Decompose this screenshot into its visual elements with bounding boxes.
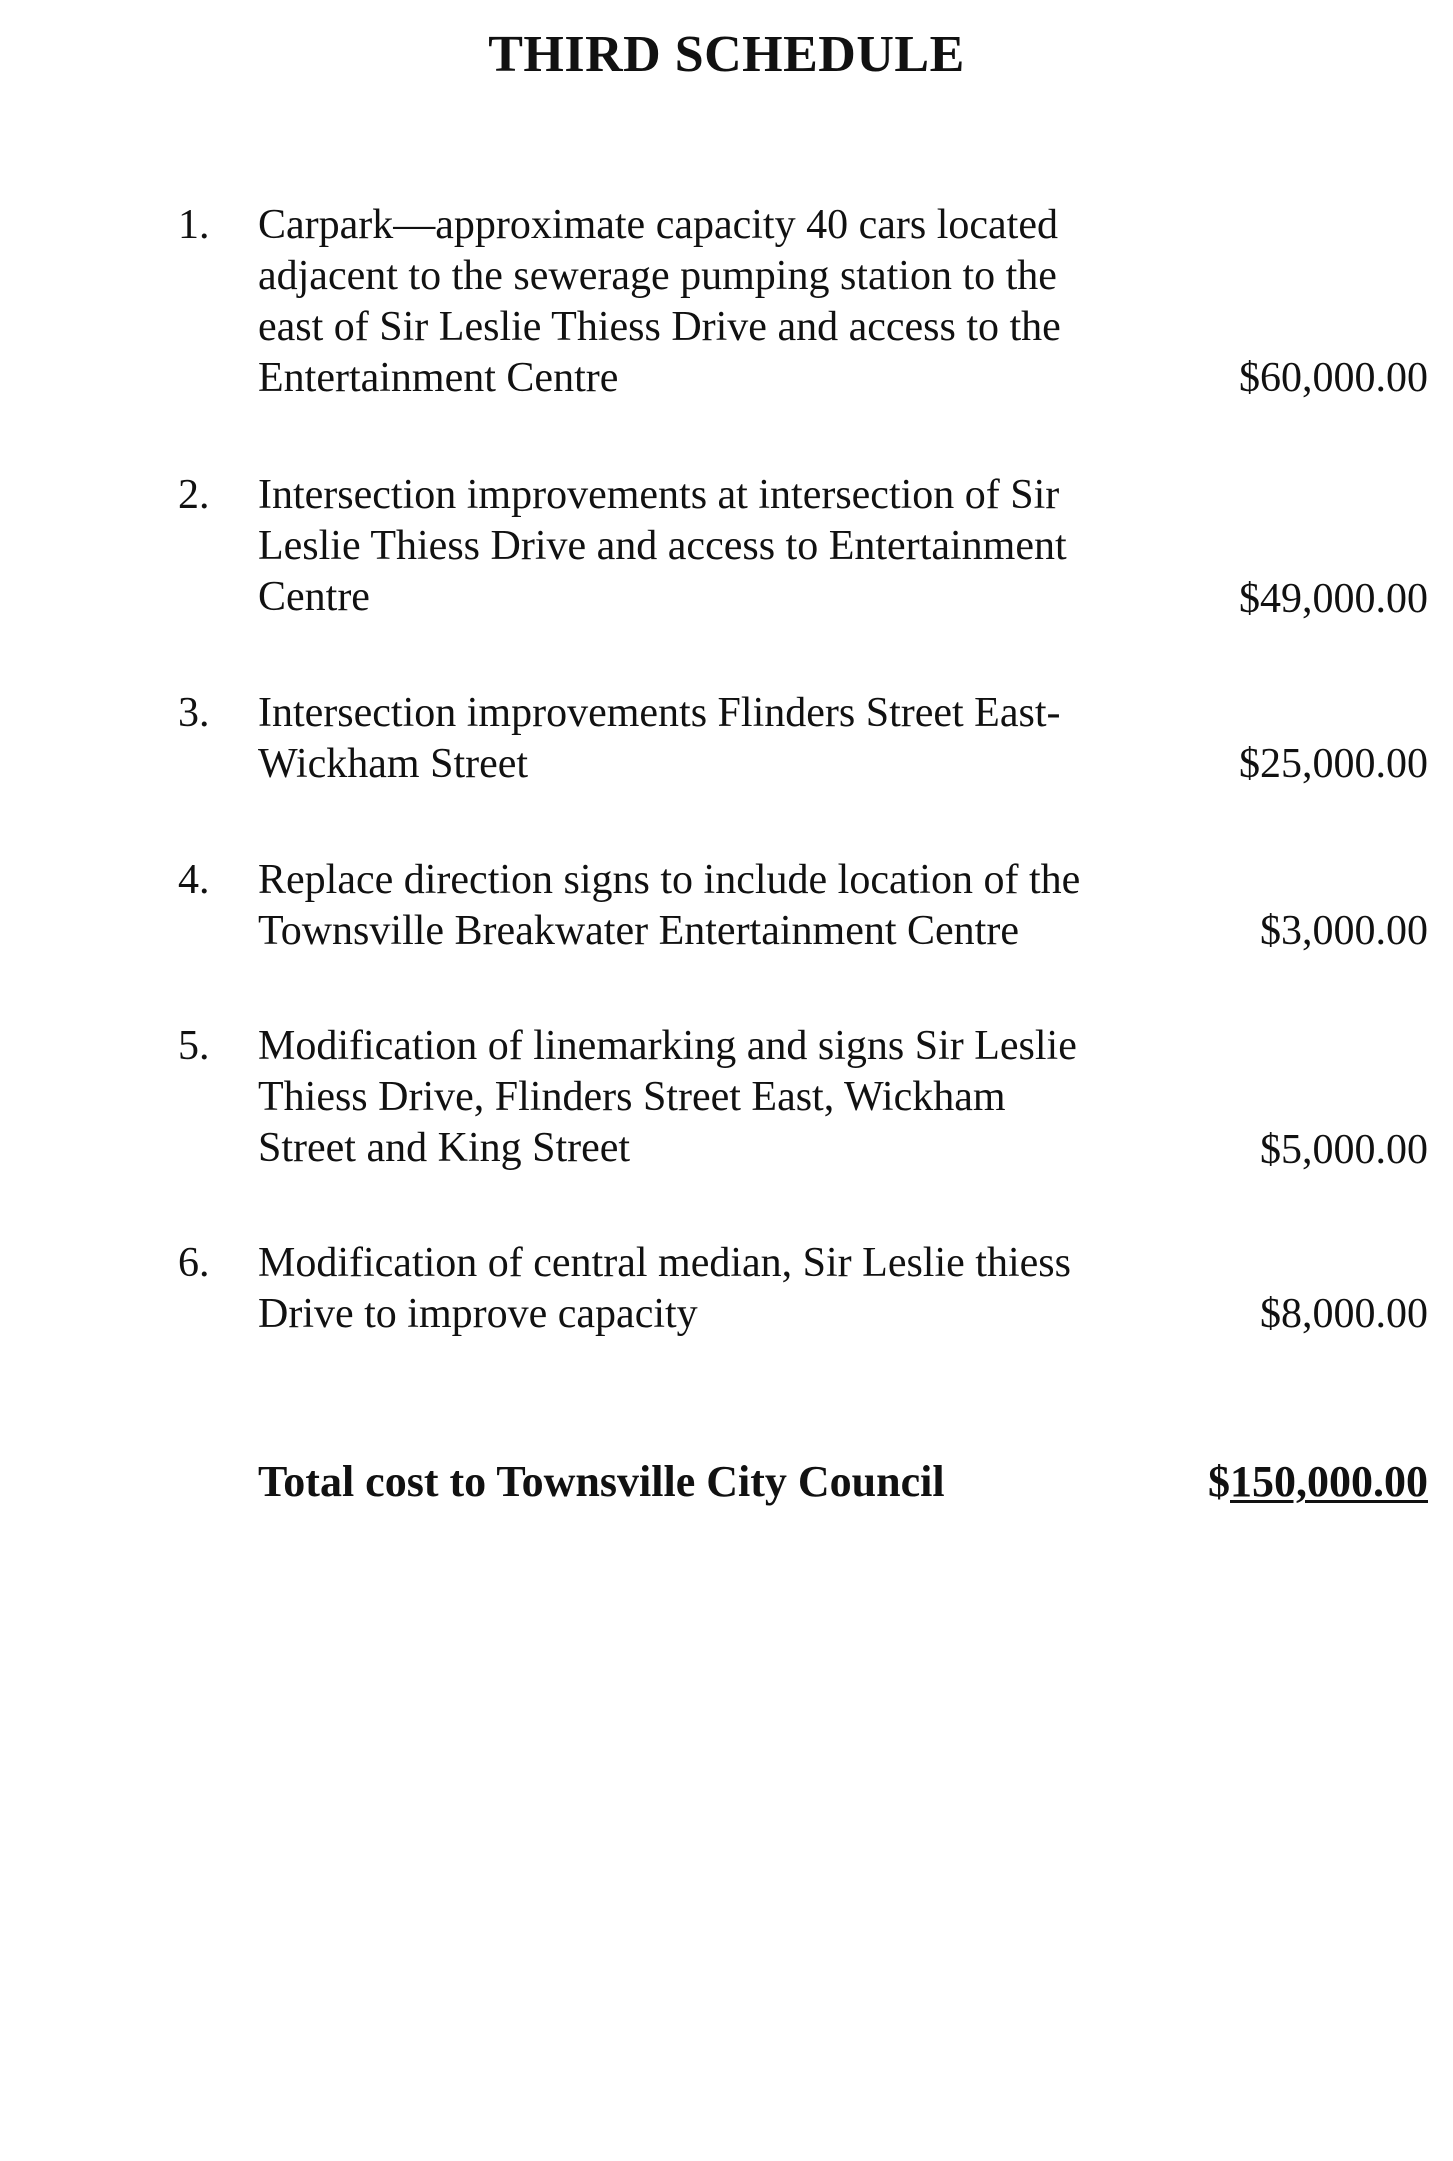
item-amount: $5,000.00 — [1260, 1127, 1428, 1173]
item-description-line: Entertainment Centre — [258, 355, 619, 401]
item-amount: $49,000.00 — [1239, 576, 1428, 622]
item-description-line: Intersection improvements Flinders Street East- — [258, 690, 1061, 736]
item-number: 4. — [178, 857, 210, 903]
schedule-item — [0, 855, 1453, 965]
item-description-line: Drive to improve capacity — [258, 1291, 698, 1337]
item-amount: $60,000.00 — [1239, 355, 1428, 401]
item-number: 6. — [178, 1240, 210, 1286]
schedule-item — [0, 1238, 1453, 1348]
item-description-line: east of Sir Leslie Thiess Drive and access to the — [258, 304, 1061, 350]
page-title: THIRD SCHEDULE — [488, 26, 965, 83]
item-description-line: Modification of central median, Sir Leslie thiess — [258, 1240, 1071, 1286]
item-description — [258, 855, 1198, 957]
item-number: 3. — [178, 690, 210, 736]
schedule-item — [0, 688, 1453, 798]
item-description — [258, 1021, 1198, 1174]
item-amount: $3,000.00 — [1260, 908, 1428, 954]
schedule-item — [0, 470, 1453, 630]
item-description-line: Modification of linemarking and signs Sir Leslie — [258, 1023, 1077, 1069]
total-amount-value: 150,000.00 — [1230, 1457, 1428, 1506]
item-description-line: Carpark—approximate capacity 40 cars located — [258, 202, 1058, 248]
item-description-line: Centre — [258, 574, 370, 620]
item-description — [258, 1238, 1198, 1340]
item-description-line: Replace direction signs to include location of the — [258, 857, 1081, 903]
item-description-line: Street and King Street — [258, 1125, 631, 1171]
item-description-line: adjacent to the sewerage pumping station to the — [258, 253, 1057, 299]
item-description-line: Leslie Thiess Drive and access to Entertainment — [258, 523, 1067, 569]
item-amount: $25,000.00 — [1239, 741, 1428, 787]
item-description-line: Intersection improvements at intersection of Sir — [258, 472, 1060, 518]
schedule-item — [0, 200, 1453, 410]
total-currency-symbol: $ — [1208, 1457, 1230, 1506]
total-amount — [1208, 1454, 1428, 1510]
item-description — [258, 688, 1198, 790]
item-description — [258, 470, 1198, 623]
item-number: 5. — [178, 1023, 210, 1069]
item-description-line: Townsville Breakwater Entertainment Centre — [258, 908, 1019, 954]
total-row — [0, 1454, 1453, 1514]
item-description-line: Wickham Street — [258, 741, 529, 787]
item-amount: $8,000.00 — [1260, 1291, 1428, 1337]
item-description-line: Thiess Drive, Flinders Street East, Wickham — [258, 1074, 1006, 1120]
item-number: 1. — [178, 202, 210, 248]
item-description — [258, 200, 1198, 404]
item-number: 2. — [178, 472, 210, 518]
schedule-item — [0, 1021, 1453, 1181]
total-label: Total cost to Townsville City Council — [258, 1457, 945, 1506]
